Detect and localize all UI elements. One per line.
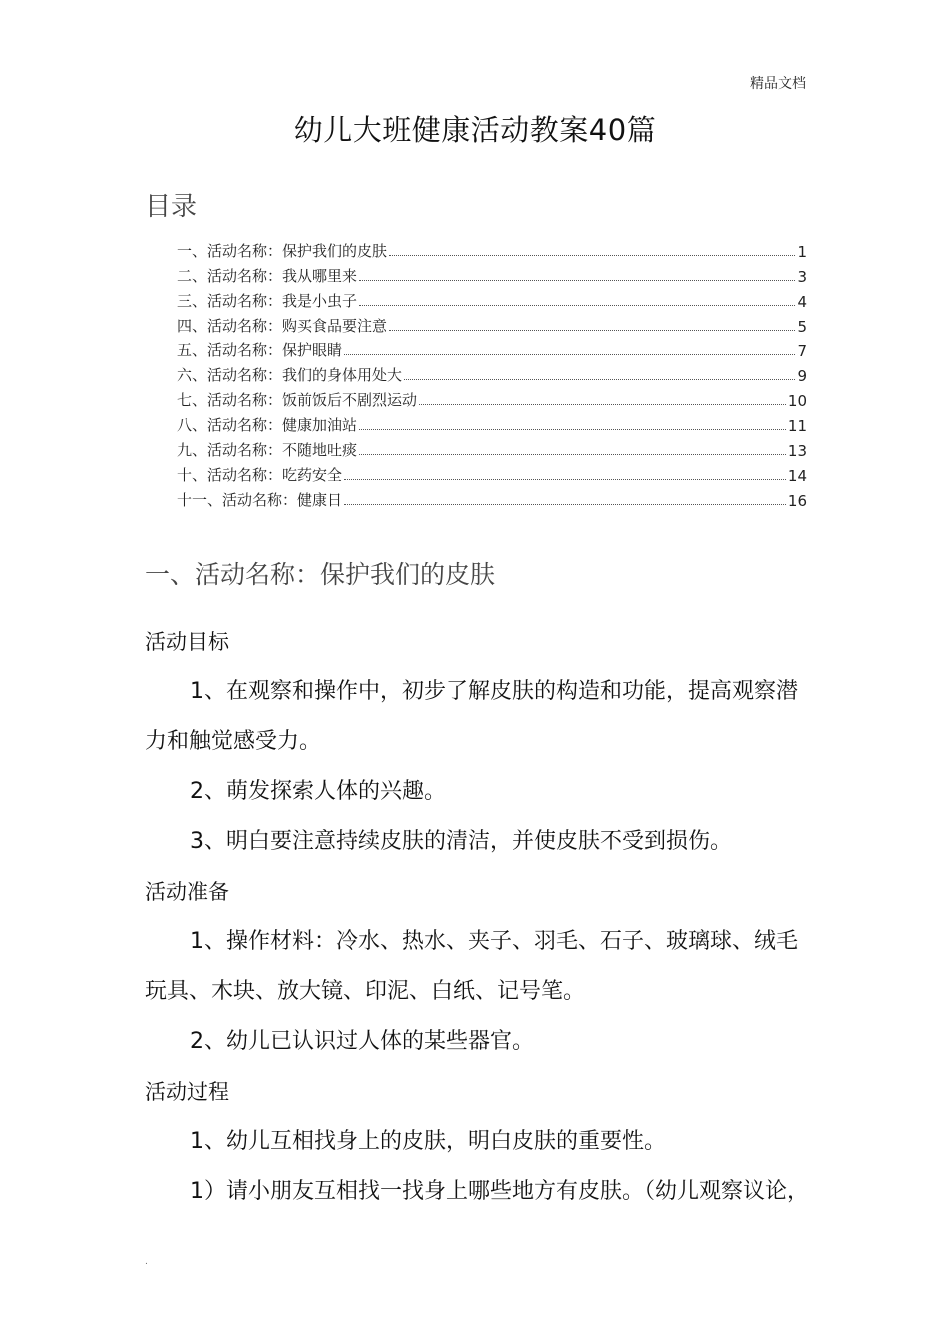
toc-heading: 目录 — [145, 192, 198, 222]
toc-leader-dots — [359, 305, 795, 306]
toc-entry-label: 一、活动名称：保护我们的皮肤 — [177, 241, 388, 260]
goal-item-1-continued: 力和触觉感受力。 — [145, 729, 322, 754]
toc-leader-dots — [359, 280, 795, 281]
toc-entry[interactable] — [177, 460, 807, 485]
toc-entry[interactable] — [177, 360, 807, 385]
process-heading: 活动过程 — [145, 1080, 229, 1104]
toc-entry[interactable] — [177, 311, 807, 336]
toc-entry-label: 七、活动名称：饭前饭后不剧烈运动 — [177, 391, 418, 410]
goals-heading: 活动目标 — [145, 630, 229, 654]
toc-entry[interactable] — [177, 236, 807, 261]
toc-entry-label: 五、活动名称：保护眼睛 — [177, 341, 343, 360]
toc-entry-page: 5 — [797, 317, 807, 336]
toc-leader-dots — [344, 504, 786, 505]
toc-entry-page: 4 — [797, 292, 807, 311]
toc-entry-label: 二、活动名称：我从哪里来 — [177, 266, 358, 285]
toc-entry-page: 10 — [787, 392, 807, 411]
toc-entry[interactable] — [177, 336, 807, 361]
toc-entry-page: 13 — [787, 442, 807, 461]
toc-leader-dots — [359, 454, 786, 455]
goal-item-1: 1、在观察和操作中，初步了解皮肤的构造和功能，提高观察潜 — [190, 679, 798, 704]
toc-leader-dots — [344, 479, 786, 480]
toc-entry-page: 11 — [787, 417, 807, 436]
toc-leader-dots — [389, 255, 795, 256]
toc-entry-page: 1 — [797, 242, 807, 261]
toc-entry-label: 十一、活动名称：健康日 — [177, 490, 343, 509]
process-item-1: 1、幼儿互相找身上的皮肤，明白皮肤的重要性。 — [190, 1129, 666, 1154]
toc-entry-page: 3 — [797, 267, 807, 286]
footer-mark: . — [145, 1257, 148, 1267]
toc-leader-dots — [404, 379, 795, 380]
toc-entry-page: 16 — [787, 491, 807, 510]
prep-heading: 活动准备 — [145, 880, 229, 904]
goal-item-2: 2、萌发探索人体的兴趣。 — [190, 779, 446, 804]
toc-entry[interactable] — [177, 261, 807, 286]
toc-leader-dots — [419, 404, 786, 405]
toc-entry-page: 7 — [797, 342, 807, 361]
prep-item-1: 1、操作材料：冷水、热水、夹子、羽毛、石子、玻璃球、绒毛 — [190, 929, 798, 954]
toc-entry[interactable] — [177, 385, 807, 410]
toc-entry-label: 九、活动名称：不随地吐痰 — [177, 441, 358, 460]
toc-entry[interactable] — [177, 286, 807, 311]
toc-entry-label: 三、活动名称：我是小虫子 — [177, 291, 358, 310]
toc-entry-label: 四、活动名称：购买食品要注意 — [177, 316, 388, 335]
toc-entry-label: 六、活动名称：我们的身体用处大 — [177, 366, 403, 385]
section-body — [145, 626, 810, 1226]
prep-item-2: 2、幼儿已认识过人体的某些器官。 — [190, 1029, 534, 1054]
toc-entry[interactable] — [177, 435, 807, 460]
table-of-contents — [177, 236, 807, 510]
process-item-1a: 1）请小朋友互相找一找身上哪些地方有皮肤。（幼儿观察议论， — [190, 1179, 809, 1204]
toc-entry-label: 十、活动名称：吃药安全 — [177, 465, 343, 484]
document-title: 幼儿大班健康活动教案40篇 — [293, 113, 657, 147]
toc-entry[interactable] — [177, 410, 807, 435]
toc-leader-dots — [344, 354, 795, 355]
toc-entry-page: 14 — [787, 466, 807, 485]
header-tag: 精品文档 — [750, 76, 806, 92]
toc-leader-dots — [359, 429, 786, 430]
toc-entry-page: 9 — [797, 367, 807, 386]
prep-item-1-continued: 玩具、木块、放大镜、印泥、白纸、记号笔。 — [145, 979, 586, 1004]
toc-leader-dots — [389, 330, 795, 331]
section-heading: 一、活动名称：保护我们的皮肤 — [145, 560, 496, 589]
toc-entry[interactable] — [177, 485, 807, 510]
toc-entry-label: 八、活动名称：健康加油站 — [177, 416, 358, 435]
goal-item-3: 3、明白要注意持续皮肤的清洁，并使皮肤不受到损伤。 — [190, 829, 732, 854]
